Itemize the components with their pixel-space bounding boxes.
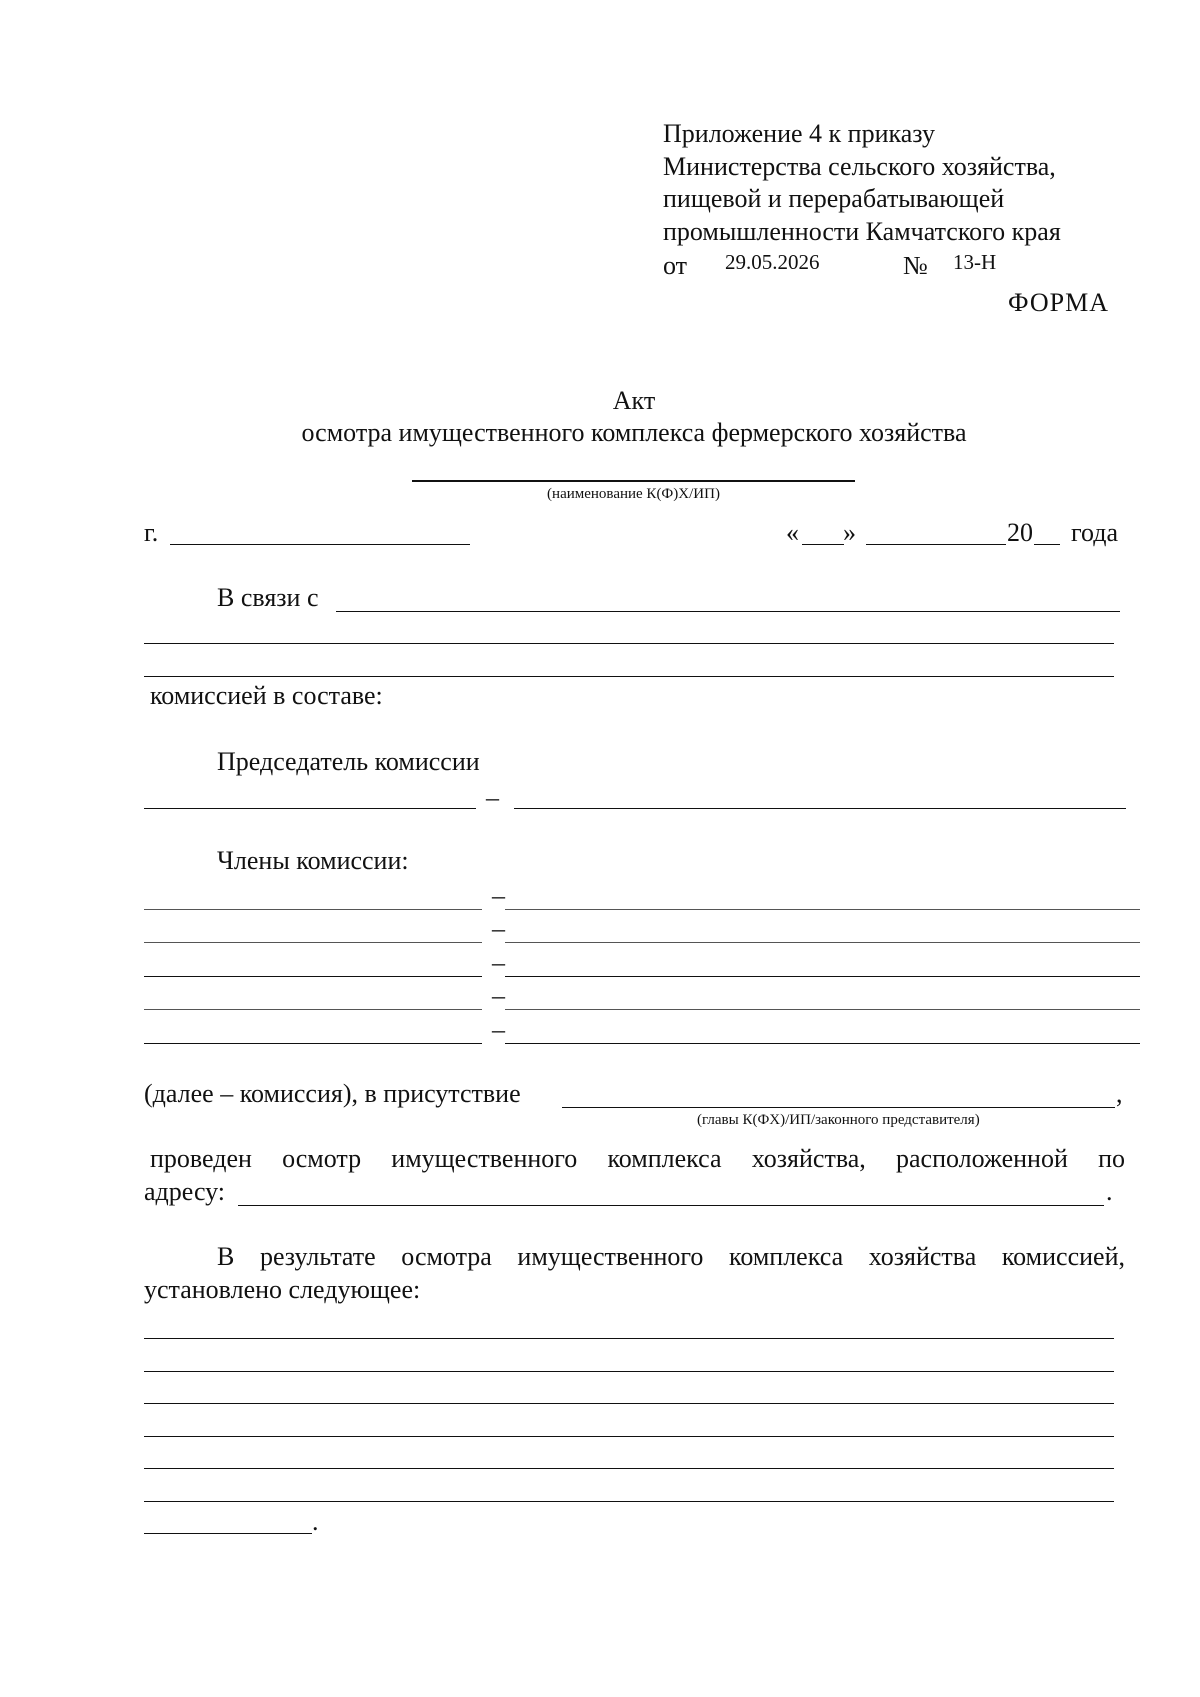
reason-field-1[interactable]: [336, 611, 1120, 612]
day-quote-open: «: [786, 518, 799, 547]
member-position-field-2[interactable]: [144, 942, 482, 943]
member-position-field-5[interactable]: [144, 1043, 482, 1044]
order-number-label: №: [903, 251, 928, 280]
result-field-1[interactable]: [144, 1338, 1114, 1339]
hereinafter-label: (далее – комиссия), в присутствие: [144, 1079, 521, 1108]
members-label: Члены комиссии:: [217, 846, 409, 875]
city-prefix: г.: [144, 518, 159, 547]
result-period: .: [312, 1507, 319, 1536]
header-line-4: промышленности Камчатского края: [663, 217, 1061, 246]
result-field-4[interactable]: [144, 1436, 1114, 1437]
member-name-field-5[interactable]: [505, 1043, 1140, 1044]
address-field[interactable]: [238, 1205, 1104, 1206]
commission-composition-label: комиссией в составе:: [150, 681, 383, 710]
in-connection-label: В связи с: [217, 583, 319, 612]
chairman-position-field[interactable]: [144, 808, 476, 809]
document-subtitle: осмотра имущественного комплекса фермерского хозяйства: [301, 418, 967, 447]
member-dash-1: –: [492, 881, 505, 910]
member-name-field-1[interactable]: [505, 909, 1140, 910]
header-line-3: пищевой и перерабатывающей: [663, 184, 1005, 213]
year-prefix: 20: [1007, 518, 1033, 547]
reason-field-2[interactable]: [144, 643, 1114, 644]
chairman-name-field[interactable]: [514, 808, 1126, 809]
member-position-field-1[interactable]: [144, 909, 482, 910]
member-name-field-3[interactable]: [505, 976, 1140, 977]
order-number: 13-Н: [953, 250, 997, 274]
farm-name-field[interactable]: [412, 480, 855, 482]
chairman-dash: –: [486, 783, 499, 812]
year-suffix: года: [1071, 518, 1119, 547]
presence-field[interactable]: [562, 1107, 1115, 1108]
document-title: Акт: [612, 386, 656, 415]
day-quote-close: »: [843, 518, 856, 547]
city-field[interactable]: [170, 544, 470, 545]
result-field-3[interactable]: [144, 1403, 1114, 1404]
address-period: .: [1106, 1177, 1113, 1206]
order-from-label: от: [663, 251, 688, 280]
member-dash-3: –: [492, 948, 505, 977]
address-label: адресу:: [144, 1177, 226, 1206]
member-name-field-4[interactable]: [505, 1009, 1140, 1010]
year-field[interactable]: [1034, 544, 1060, 545]
member-dash-4: –: [492, 981, 505, 1010]
member-position-field-4[interactable]: [144, 1009, 482, 1010]
result-field-6[interactable]: [144, 1501, 1114, 1502]
header-line-1: Приложение 4 к приказу: [663, 119, 936, 148]
form-label: ФОРМА: [1008, 288, 1109, 317]
inspection-line: проведен осмотр имущественного комплекса хозяйства, расположенной по: [150, 1144, 1125, 1173]
reason-field-3[interactable]: [144, 676, 1114, 677]
chairman-label: Председатель комиссии: [217, 747, 480, 776]
member-position-field-3[interactable]: [144, 976, 482, 977]
member-name-field-2[interactable]: [505, 942, 1140, 943]
presence-hint: (главы К(ФХ)/ИП/законного представителя): [697, 1112, 980, 1128]
day-field[interactable]: [802, 544, 844, 545]
result-line-1: В результате осмотра имущественного комплекса хозяйства комиссией,: [217, 1242, 1125, 1271]
result-line-2: установлено следующее:: [144, 1275, 421, 1304]
order-date: 29.05.2026: [725, 250, 820, 274]
member-dash-2: –: [492, 914, 505, 943]
result-field-5[interactable]: [144, 1468, 1114, 1469]
presence-comma: ,: [1116, 1079, 1123, 1108]
month-field[interactable]: [866, 544, 1006, 545]
result-field-2[interactable]: [144, 1371, 1114, 1372]
farm-name-hint: (наименование К(Ф)Х/ИП): [547, 486, 720, 502]
header-line-2: Министерства сельского хозяйства,: [663, 152, 1056, 181]
result-field-7[interactable]: [144, 1533, 312, 1534]
member-dash-5: –: [492, 1015, 505, 1044]
